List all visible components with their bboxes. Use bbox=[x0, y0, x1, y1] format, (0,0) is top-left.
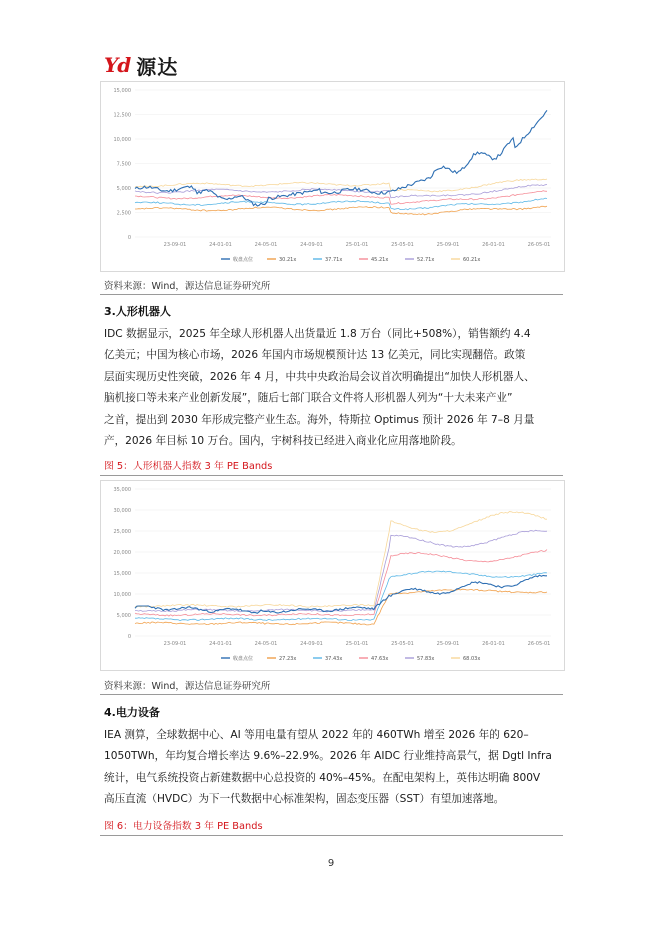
legend-label: 37.43x bbox=[325, 656, 343, 662]
section4-line: IEA 测算，全球数据中心、AI 等用电量有望从 2022 年的 460TWh 增至 2026 年的 620– bbox=[104, 729, 529, 741]
x-tick-label: 26-01-01 bbox=[482, 242, 505, 248]
section3-line: 层面实现历史性突破，2026 年 4 月，中共中央政治局会议首次明确提出“加快人形机器人、 bbox=[104, 370, 535, 383]
x-tick-label: 24-05-01 bbox=[254, 242, 278, 248]
x-tick-label: 26-05-01 bbox=[527, 242, 551, 248]
y-tick-label: 35,000 bbox=[113, 487, 131, 493]
y-tick-label: 15,000 bbox=[113, 88, 131, 94]
chart2-plot bbox=[101, 481, 564, 670]
series-line bbox=[135, 550, 547, 617]
section4-paragraph bbox=[104, 725, 560, 811]
page-number: 9 bbox=[327, 858, 335, 869]
logo-mark: Yd bbox=[104, 53, 131, 77]
section3-heading: 3.人形机器人 bbox=[104, 305, 171, 318]
legend-label: 收盘点位 bbox=[233, 656, 254, 662]
section3-paragraph bbox=[104, 324, 560, 452]
chart2-container bbox=[100, 480, 565, 671]
legend-label: 收盘点位 bbox=[233, 257, 254, 263]
section4-line: 高压直流（HVDC）为下一代数据中心标准架构，固态变压器（SST）有望加速落地。 bbox=[104, 793, 505, 806]
y-tick-label: 12,500 bbox=[113, 112, 131, 119]
y-tick-label: 0 bbox=[127, 634, 131, 640]
legend-label: 30.21x bbox=[279, 257, 297, 263]
x-tick-label: 26-01-01 bbox=[482, 641, 505, 647]
x-tick-label: 24-05-01 bbox=[254, 641, 278, 647]
divider bbox=[100, 694, 563, 695]
divider bbox=[100, 294, 563, 295]
y-tick-label: 10,000 bbox=[113, 137, 131, 143]
x-tick-label: 23-09-01 bbox=[163, 641, 187, 647]
section3-line: 亿美元；中国为核心市场，2026 年国内市场规模预计达 13 亿美元，同比实现翻倍。政策 bbox=[104, 349, 526, 362]
legend-label: 27.23x bbox=[279, 656, 297, 662]
x-tick-label: 25-01-01 bbox=[345, 641, 369, 647]
x-tick-label: 24-09-01 bbox=[300, 641, 323, 647]
legend-label: 52.71x bbox=[417, 257, 435, 263]
series-line bbox=[135, 110, 547, 206]
y-tick-label: 10,000 bbox=[113, 592, 131, 598]
legend-label: 37.71x bbox=[325, 257, 343, 263]
section3-line: 之首，提出到 2030 年形成完整产业生态。海外，特斯拉 Optimus 预计 2026 年 7–8 月量 bbox=[104, 413, 535, 426]
section4-heading: 4.电力设备 bbox=[104, 706, 160, 719]
series-line bbox=[135, 571, 547, 621]
x-tick-label: 24-09-01 bbox=[300, 242, 323, 248]
section3-line: 脑机接口等未来产业创新发展”，随后七部门联合文件将人形机器人列为“十大未来产业” bbox=[104, 392, 513, 405]
x-tick-label: 24-01-01 bbox=[209, 242, 232, 248]
brand-logo bbox=[104, 51, 178, 79]
section3-line: 产，2026 年目标 10 万台。国内，宇树科技已经进入商业化应用落地阶段。 bbox=[104, 435, 462, 448]
x-tick-label: 25-05-01 bbox=[391, 641, 414, 647]
series-line bbox=[135, 512, 547, 608]
legend-label: 60.21x bbox=[463, 257, 481, 263]
figure5-caption: 图 5：人形机器人指数 3 年 PE Bands bbox=[104, 461, 273, 472]
series-line bbox=[135, 206, 547, 215]
legend-label: 47.63x bbox=[371, 656, 389, 662]
section3-line: IDC 数据显示，2025 年全球人形机器人出货量近 1.8 万台（同比+508%），销售额约 4.4 bbox=[104, 328, 531, 340]
y-tick-label: 0 bbox=[127, 235, 131, 241]
y-tick-label: 20,000 bbox=[113, 550, 131, 556]
logo-text: 源达 bbox=[136, 54, 179, 79]
divider bbox=[100, 835, 563, 836]
x-tick-label: 26-05-01 bbox=[527, 641, 551, 647]
y-tick-label: 25,000 bbox=[113, 529, 131, 535]
y-tick-label: 30,000 bbox=[113, 508, 131, 514]
y-tick-label: 15,000 bbox=[113, 571, 131, 577]
chart1-source: 资料来源：Wind，源达信息证券研究所 bbox=[104, 281, 271, 292]
section4-line: 统计，电气系统投资占新建数据中心总投资的 40%–45%。在配电架构上，英伟达明确 800V bbox=[104, 771, 541, 784]
x-tick-label: 24-01-01 bbox=[209, 641, 232, 647]
chart2-source: 资料来源：Wind，源达信息证券研究所 bbox=[104, 681, 271, 692]
y-tick-label: 7,500 bbox=[116, 161, 131, 168]
legend-label: 45.21x bbox=[371, 257, 389, 263]
x-tick-label: 25-01-01 bbox=[345, 242, 369, 248]
y-tick-label: 5,000 bbox=[116, 613, 131, 619]
x-tick-label: 25-09-01 bbox=[436, 641, 460, 647]
legend-label: 68.03x bbox=[463, 656, 481, 662]
y-tick-label: 5,000 bbox=[116, 186, 131, 192]
chart1-container bbox=[100, 81, 565, 272]
divider bbox=[100, 475, 563, 476]
section4-line: 1050TWh，年均复合增长率达 9.6%–22.9%。2026 年 AIDC 行业维持高景气，据 Dgtl Infra bbox=[104, 750, 552, 763]
chart1-plot bbox=[101, 82, 564, 271]
x-tick-label: 25-09-01 bbox=[436, 242, 460, 248]
figure6-caption: 图 6：电力设备指数 3 年 PE Bands bbox=[104, 821, 263, 832]
x-tick-label: 23-09-01 bbox=[163, 242, 187, 248]
y-tick-label: 2,500 bbox=[116, 210, 131, 217]
x-tick-label: 25-05-01 bbox=[391, 242, 414, 248]
legend-label: 57.83x bbox=[417, 656, 435, 662]
series-line bbox=[135, 530, 547, 612]
